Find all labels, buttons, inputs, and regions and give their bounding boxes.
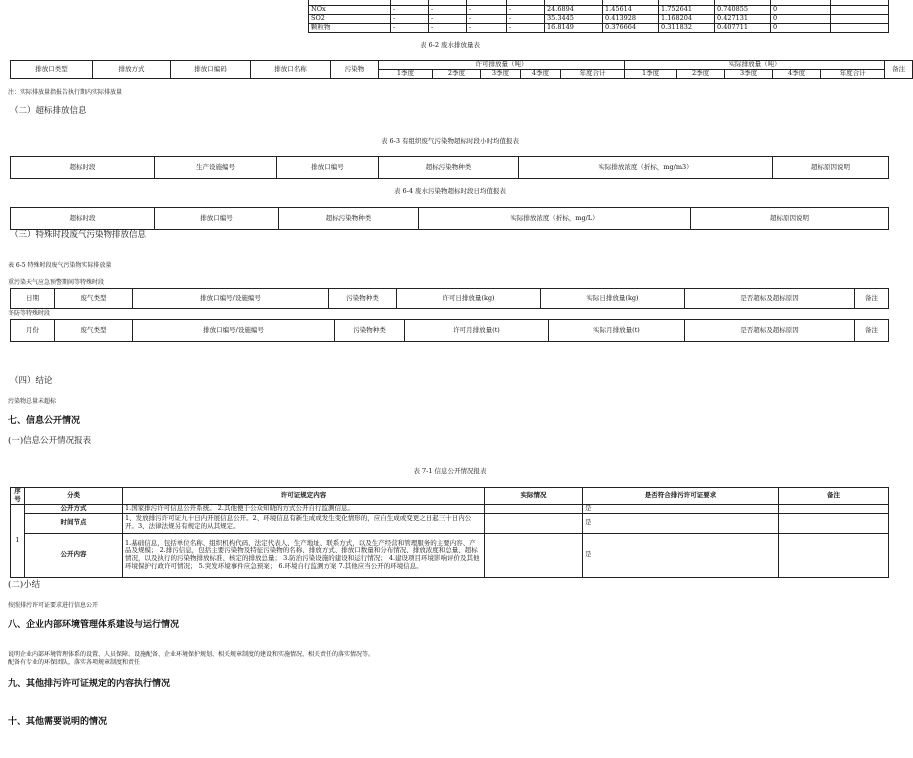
- section-heading: （三）特殊时段废气污染物排放信息: [10, 230, 147, 240]
- table-7-1: [10, 487, 889, 578]
- col-header: 序号: [11, 488, 25, 505]
- col-header: 1季度: [379, 70, 433, 79]
- table-6-5-caption: 表 6-5 特殊时段废气污染物实际排放量: [8, 262, 112, 269]
- cell-seq: 1: [11, 504, 25, 577]
- col-header: 备注: [855, 289, 889, 309]
- cell-category: 公开内容: [25, 533, 123, 577]
- table-6-3: [10, 156, 889, 179]
- summary-text: 按照排污许可证要求进行信息公开: [8, 602, 99, 609]
- col-header: 污染物种类: [335, 320, 405, 342]
- table-6-1-tail: [308, 0, 889, 33]
- paragraph: 配备有专业的环保团队，落实各项规章制度和责任: [8, 659, 141, 666]
- cell-note: [779, 513, 889, 533]
- cell-comply: 是: [583, 533, 779, 577]
- col-header: 3季度: [725, 70, 773, 79]
- cell: -: [391, 15, 429, 24]
- table-row: [11, 504, 889, 513]
- col-header: 是否超标及超标原因: [685, 289, 855, 309]
- cell-category: 时间节点: [25, 513, 123, 533]
- cell: -: [429, 24, 467, 33]
- chapter-heading: 九、其他排污许可证规定的内容执行情况: [8, 679, 171, 689]
- col-header: 超标时段: [11, 157, 155, 179]
- col-header: 实际排放浓度（折标，mg/m3）: [519, 157, 773, 179]
- col-header: 年度合计: [561, 70, 625, 79]
- col-header: 废气类型: [55, 289, 133, 309]
- table-row: [11, 513, 889, 533]
- col-header: 2季度: [433, 70, 481, 79]
- table-6-2-footnote: 注：实际排放量指报告执行期内实际排放量: [8, 89, 123, 96]
- col-header: 月份: [11, 320, 55, 342]
- table-6-4: [10, 207, 889, 230]
- table-header-row: [11, 208, 889, 230]
- col-header: 是否超标及超标原因: [685, 320, 855, 342]
- section-heading: （二）超标排放信息: [10, 106, 87, 116]
- table-header-row: [11, 320, 889, 342]
- col-header: 分类: [25, 488, 123, 505]
- col-header: 污染物种类: [329, 289, 397, 309]
- cell: 0.407711: [715, 24, 771, 33]
- cell: 0.376664: [603, 24, 659, 33]
- cell: -: [429, 6, 467, 15]
- col-header: 超标时段: [11, 208, 155, 230]
- col-header: 许可日排放量(kg): [397, 289, 541, 309]
- col-header: 备注: [855, 320, 889, 342]
- col-header: 4季度: [773, 70, 821, 79]
- col-header: 排放口编号: [277, 157, 379, 179]
- cell: -: [507, 6, 545, 15]
- cell: 颗粒物: [309, 24, 391, 33]
- cell: -: [391, 6, 429, 15]
- col-header: 许可证规定内容: [123, 488, 485, 505]
- table-row: [309, 15, 889, 24]
- table-6-4-caption: 表 6-4 废水污染物超标时段日均值报表: [393, 187, 507, 195]
- cell: -: [467, 15, 507, 24]
- cell: NOx: [309, 6, 391, 15]
- cell: -: [507, 24, 545, 33]
- col-header: 废气类型: [55, 320, 133, 342]
- col-header: 是否符合排污许可证要求: [583, 488, 779, 505]
- cell: 1.168204: [659, 15, 715, 24]
- cell-comply: 是: [583, 513, 779, 533]
- col-header: 超标原因说明: [773, 157, 889, 179]
- cell: 0.740855: [715, 6, 771, 15]
- cell: -: [391, 24, 429, 33]
- table-6-5-sub1: 重污染天气应急预警期间等特殊时段: [8, 279, 105, 286]
- col-header: 排放口编号/设施编号: [133, 320, 335, 342]
- col-header: 排放口类型: [11, 61, 93, 79]
- table-6-3-caption: 表 6-3 有组织废气污染物超标时段小时均值报表: [380, 137, 520, 145]
- table-row: [309, 6, 889, 15]
- cell: -: [507, 15, 545, 24]
- cell: 0: [771, 15, 831, 24]
- col-header: 年度合计: [821, 70, 885, 79]
- col-header: 1季度: [625, 70, 677, 79]
- table-row: [309, 24, 889, 33]
- table-header-row: [11, 488, 889, 505]
- col-header: 超标污染物种类: [279, 208, 419, 230]
- col-header: 实际排放量（吨）: [625, 61, 885, 70]
- cell: -: [467, 6, 507, 15]
- col-header: 超标污染物种类: [379, 157, 519, 179]
- table-7-1-caption: 表 7-1 信息公开情况报表: [413, 467, 487, 475]
- cell: 0.311832: [659, 24, 715, 33]
- cell-actual: [485, 504, 583, 513]
- col-header: 许可月排放量(t): [405, 320, 549, 342]
- col-header: 备注: [885, 61, 913, 79]
- table-6-2-caption: 表 6-2 废水排放量表: [419, 41, 481, 49]
- cell-note: [779, 533, 889, 577]
- table-6-5-a: [10, 288, 889, 309]
- col-header: 排放口编码: [171, 61, 251, 79]
- col-header: 排放口编号: [155, 208, 279, 230]
- table-row: [11, 533, 889, 577]
- table-6-5-b: [10, 319, 889, 342]
- table-6-5-sub2: 冬防等特殊时段: [8, 310, 51, 317]
- section-heading: (二)小结: [8, 580, 41, 590]
- cell: 24.6894: [545, 6, 603, 15]
- table-header-row: [11, 289, 889, 309]
- col-header: 超标原因说明: [691, 208, 889, 230]
- col-header: 生产设施编号: [155, 157, 277, 179]
- col-header: 污染物: [331, 61, 379, 79]
- cell: 1.45614: [603, 6, 659, 15]
- col-header: 日期: [11, 289, 55, 309]
- col-header: 2季度: [677, 70, 725, 79]
- cell: SO2: [309, 15, 391, 24]
- table-6-2: [10, 60, 913, 79]
- col-header: 实际月排放量(t): [549, 320, 685, 342]
- cell-actual: [485, 513, 583, 533]
- col-header: 排放口名称: [251, 61, 331, 79]
- cell: 16.8149: [545, 24, 603, 33]
- cell-content: 1.国家排污许可信息公开系统。 2.其他便于公众知晓的方式公开自行监测信息。: [123, 504, 485, 513]
- cell: -: [429, 15, 467, 24]
- col-header: 4季度: [521, 70, 561, 79]
- cell-note: [779, 504, 889, 513]
- col-header: 3季度: [481, 70, 521, 79]
- col-header: 排放方式: [93, 61, 171, 79]
- cell-comply: 是: [583, 504, 779, 513]
- cell: 0.413928: [603, 15, 659, 24]
- cell: 35.3445: [545, 15, 603, 24]
- col-header: 许可排放量（吨）: [379, 61, 625, 70]
- cell: -: [467, 24, 507, 33]
- table-header-row: [11, 157, 889, 179]
- chapter-heading: 七、信息公开情况: [8, 416, 81, 426]
- cell-actual: [485, 533, 583, 577]
- cell-content: 1、发放排污许可证九十日内开展信息公开。2、环境信息有新生成或发生变化情形的，应自生成或变更之日起三十日内公开。3、法律法规另有规定的从其规定。: [123, 513, 485, 533]
- conclusion-text: 污染物总量未超标: [8, 398, 57, 405]
- cell: 0: [771, 6, 831, 15]
- paragraph: 说明企业内部环境管理体系的设置、人员保障、设施配备、企业环境保护规划、相关规章制度的建设和实施情况、相关责任的落实情况等。: [8, 651, 375, 658]
- cell-category: 公开方式: [25, 504, 123, 513]
- chapter-heading: 十、其他需要说明的情况: [8, 717, 108, 727]
- col-header: 排放口编号/设施编号: [133, 289, 329, 309]
- cell: 0.427131: [715, 15, 771, 24]
- cell-content: 1.基础信息，包括单位名称、组织机构代码、法定代表人、生产地址、联系方式，以及生产经营和管理服务的主要内容、产品及规模； 2.排污信息，包括主要污染物及特征污染物的名称、排放方式、排放口数量和分布情况、排放浓度和总量、超标情况，以及执行的污染物排放标准、核定的排放总量； 3.防治污染设施的建设和运行情况； 4.建设项目环境影响评价及其他环境保护行政许可情况； 5.突发环境事件应急预案； 6.环境自行监测方案 7.其他应当公开的环境信息。: [123, 533, 485, 577]
- cell: 1.752641: [659, 6, 715, 15]
- col-header: 实际日排放量(kg): [541, 289, 685, 309]
- chapter-heading: 八、企业内部环境管理体系建设与运行情况: [8, 620, 180, 630]
- col-header: 实际排放浓度（折标，mg/L）: [419, 208, 691, 230]
- section-heading: (一)信息公开情况报表: [8, 436, 92, 446]
- cell: 0: [771, 24, 831, 33]
- section-heading: （四）结论: [10, 376, 53, 386]
- col-header: 实际情况: [485, 488, 583, 505]
- col-header: 备注: [779, 488, 889, 505]
